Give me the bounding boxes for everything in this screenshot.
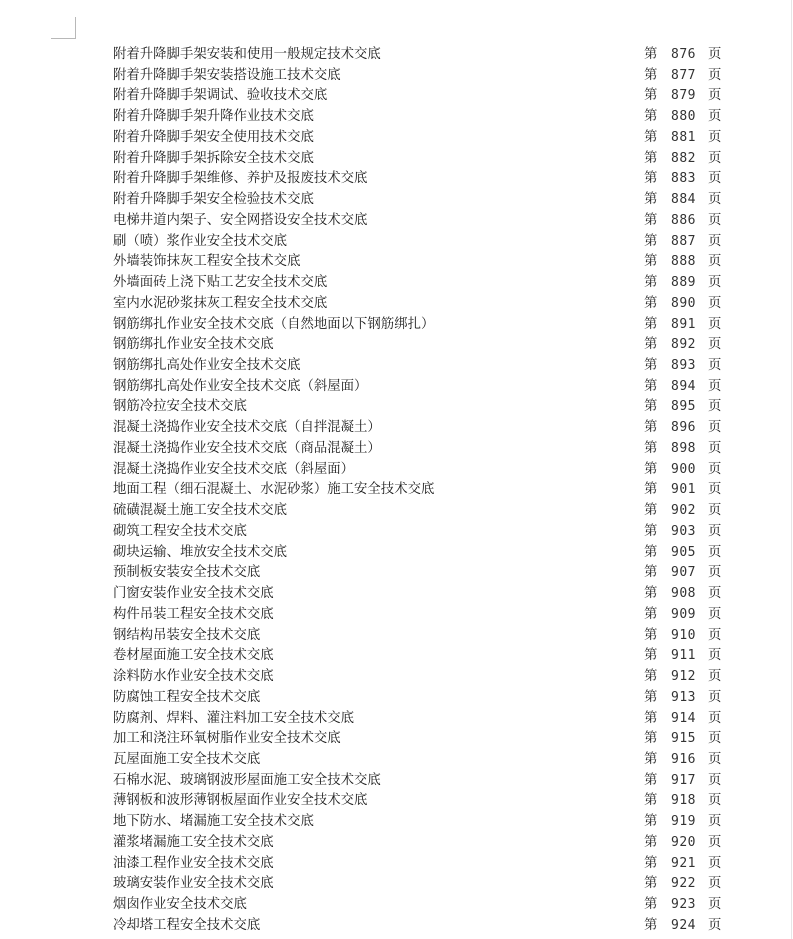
page-suffix-label: 页 [708,586,722,602]
toc-entry[interactable] [0,169,793,190]
page-number: 910 [671,627,696,643]
page-prefix-label: 第 [644,793,658,809]
page-number: 916 [671,751,696,767]
toc-entry[interactable] [0,439,793,460]
toc-entry-title: 预制板安装安全技术交底 [113,565,261,581]
page-number: 923 [671,897,696,913]
page-prefix-label: 第 [644,876,658,892]
page-number: 882 [671,150,696,166]
page-suffix-label: 页 [708,606,722,622]
page-number: 907 [671,565,696,581]
page-prefix-label: 第 [644,627,658,643]
page-suffix-label: 页 [708,47,722,62]
toc-entry-title: 薄钢板和波形薄钢板屋面作业安全技术交底 [113,793,368,809]
toc-entry[interactable] [0,66,793,87]
page-number: 894 [671,378,696,394]
page-number: 914 [671,710,696,726]
toc-entry[interactable] [0,460,793,481]
page-number: 891 [671,316,696,332]
page-number: 883 [671,171,696,187]
toc-entry[interactable] [0,750,793,771]
page-prefix-label: 第 [644,751,658,767]
page-prefix-label: 第 [644,731,658,747]
page-prefix-label: 第 [644,523,658,539]
page-suffix-label: 页 [708,67,722,83]
page-number: 877 [671,67,696,83]
toc-entry-title: 灌浆堵漏施工安全技术交底 [113,834,274,850]
page-suffix-label: 页 [708,171,722,187]
page-prefix-label: 第 [644,316,658,332]
toc-entry[interactable] [0,232,793,253]
page-number: 900 [671,461,696,477]
table-of-contents [0,45,793,937]
page-number: 921 [671,855,696,871]
page-number: 915 [671,731,696,747]
page-number: 917 [671,772,696,788]
toc-entry-title: 钢结构吊装安全技术交底 [113,627,261,643]
toc-entry-title: 构件吊装工程安全技术交底 [113,606,274,622]
page-number: 912 [671,669,696,685]
page-number: 884 [671,192,696,208]
page-prefix-label: 第 [644,544,658,560]
toc-entry-title: 钢筋冷拉安全技术交底 [113,399,247,415]
toc-entry-title: 钢筋绑扎高处作业安全技术交底 [113,358,301,374]
page-suffix-label: 页 [708,793,722,809]
toc-entry[interactable] [0,356,793,377]
page-prefix-label: 第 [644,67,658,83]
page-prefix-label: 第 [644,710,658,726]
page-prefix-label: 第 [644,88,658,104]
page-suffix-label: 页 [708,503,722,519]
toc-entry[interactable] [0,688,793,709]
page-prefix-label: 第 [644,482,658,498]
page-number: 879 [671,88,696,104]
toc-entry-title: 油漆工程作业安全技术交底 [113,855,274,871]
page-number: 909 [671,606,696,622]
page-number: 876 [671,47,696,62]
page-prefix-label: 第 [644,917,658,933]
toc-entry-title: 砌块运输、堆放安全技术交底 [113,544,288,560]
toc-entry[interactable] [0,252,793,273]
toc-entry-title: 玻璃安装作业安全技术交底 [113,876,274,892]
page-prefix-label: 第 [644,440,658,456]
page-number: 880 [671,109,696,125]
toc-entry[interactable] [0,501,793,522]
toc-entry-title: 烟囱作业安全技术交底 [113,897,247,913]
toc-entry-title: 混凝土浇捣作业安全技术交底（自拌混凝土） [113,420,381,436]
page-suffix-label: 页 [708,192,722,208]
toc-entry-title: 附着升降脚手架维修、养护及报废技术交底 [113,171,368,187]
toc-entry-title: 钢筋绑扎高处作业安全技术交底（斜屋面） [113,378,368,394]
page-suffix-label: 页 [708,109,722,125]
page-suffix-label: 页 [708,751,722,767]
page-suffix-label: 页 [708,316,722,332]
page-number: 890 [671,295,696,311]
toc-entry[interactable] [0,854,793,875]
page-prefix-label: 第 [644,295,658,311]
page-suffix-label: 页 [708,544,722,560]
toc-entry-title: 防腐剂、焊料、灌注料加工安全技术交底 [113,710,355,726]
page-number: 886 [671,212,696,228]
toc-entry[interactable] [0,667,793,688]
page-prefix-label: 第 [644,897,658,913]
page-suffix-label: 页 [708,710,722,726]
toc-entry-title: 地下防水、堵漏施工安全技术交底 [113,814,314,830]
page-number: 901 [671,482,696,498]
toc-entry[interactable] [0,397,793,418]
toc-entry-title: 瓦屋面施工安全技术交底 [113,751,261,767]
page-suffix-label: 页 [708,399,722,415]
page-suffix-label: 页 [708,254,722,270]
page-number: 881 [671,129,696,145]
toc-entry[interactable] [0,646,793,667]
toc-entry[interactable] [0,86,793,107]
page-number: 905 [671,544,696,560]
toc-entry-title: 附着升降脚手架升降作业技术交底 [113,109,314,125]
page-suffix-label: 页 [708,420,722,436]
page-suffix-label: 页 [708,897,722,913]
page-prefix-label: 第 [644,565,658,581]
page-prefix-label: 第 [644,606,658,622]
page-suffix-label: 页 [708,129,722,145]
page-prefix-label: 第 [644,129,658,145]
page-number: 918 [671,793,696,809]
page-prefix-label: 第 [644,47,658,62]
page-prefix-label: 第 [644,648,658,664]
page-suffix-label: 页 [708,461,722,477]
page-suffix-label: 页 [708,648,722,664]
toc-entry-title: 刷（喷）浆作业安全技术交底 [113,233,288,249]
page-suffix-label: 页 [708,378,722,394]
page-prefix-label: 第 [644,834,658,850]
toc-entry[interactable] [0,729,793,750]
page-prefix-label: 第 [644,420,658,436]
toc-entry-title: 混凝土浇捣作业安全技术交底（斜屋面） [113,461,355,477]
toc-entry-title: 地面工程（细石混凝土、水泥砂浆）施工安全技术交底 [113,482,435,498]
page-number: 922 [671,876,696,892]
toc-entry[interactable] [0,418,793,439]
toc-entry-title: 附着升降脚手架调试、验收技术交底 [113,88,328,104]
page-suffix-label: 页 [708,523,722,539]
page-suffix-label: 页 [708,212,722,228]
toc-entry-title: 混凝土浇捣作业安全技术交底（商品混凝土） [113,440,381,456]
page-prefix-label: 第 [644,399,658,415]
toc-entry[interactable] [0,771,793,792]
toc-entry-title: 附着升降脚手架安全检验技术交底 [113,192,314,208]
toc-entry[interactable] [0,107,793,128]
toc-entry[interactable] [0,128,793,149]
page-number: 913 [671,689,696,705]
page-suffix-label: 页 [708,233,722,249]
toc-entry-title: 钢筋绑扎作业安全技术交底（自然地面以下钢筋绑扎） [113,316,435,332]
page-corner-mark [51,17,76,39]
toc-entry-title: 硫磺混凝土施工安全技术交底 [113,503,288,519]
toc-entry-title: 加工和浇注环氧树脂作业安全技术交底 [113,731,341,747]
toc-entry[interactable] [0,211,793,232]
page-prefix-label: 第 [644,233,658,249]
page-suffix-label: 页 [708,565,722,581]
page-suffix-label: 页 [708,88,722,104]
page-prefix-label: 第 [644,109,658,125]
page-prefix-label: 第 [644,254,658,270]
page-suffix-label: 页 [708,855,722,871]
page-number: 919 [671,814,696,830]
page-number: 892 [671,337,696,353]
page-prefix-label: 第 [644,378,658,394]
page-prefix-label: 第 [644,689,658,705]
page-prefix-label: 第 [644,150,658,166]
page-number: 893 [671,358,696,374]
toc-entry[interactable] [0,833,793,854]
page-number: 896 [671,420,696,436]
page-prefix-label: 第 [644,503,658,519]
page-number: 902 [671,503,696,519]
page-number: 898 [671,440,696,456]
toc-entry[interactable] [0,45,793,66]
toc-entry-title: 冷却塔工程安全技术交底 [113,917,261,933]
page-suffix-label: 页 [708,150,722,166]
toc-entry[interactable] [0,895,793,916]
toc-entry[interactable] [0,149,793,170]
page-suffix-label: 页 [708,834,722,850]
page-prefix-label: 第 [644,358,658,374]
toc-entry[interactable] [0,916,793,937]
page-number: 903 [671,523,696,539]
page-suffix-label: 页 [708,772,722,788]
page-prefix-label: 第 [644,461,658,477]
toc-entry[interactable] [0,563,793,584]
page-prefix-label: 第 [644,212,658,228]
toc-entry[interactable] [0,874,793,895]
toc-entry[interactable] [0,294,793,315]
page-prefix-label: 第 [644,772,658,788]
page-prefix-label: 第 [644,855,658,871]
toc-entry[interactable] [0,335,793,356]
toc-entry-title: 涂料防水作业安全技术交底 [113,669,274,685]
toc-entry[interactable] [0,522,793,543]
page-prefix-label: 第 [644,814,658,830]
toc-entry-title: 附着升降脚手架安装搭设施工技术交底 [113,67,341,83]
toc-entry[interactable] [0,480,793,501]
toc-entry[interactable] [0,791,793,812]
page-prefix-label: 第 [644,192,658,208]
toc-entry-title: 附着升降脚手架安装和使用一般规定技术交底 [113,47,381,62]
toc-entry[interactable] [0,605,793,626]
page-prefix-label: 第 [644,171,658,187]
toc-entry-title: 外墙装饰抹灰工程安全技术交底 [113,254,301,270]
toc-entry-title: 门窗安装作业安全技术交底 [113,586,274,602]
page-number: 888 [671,254,696,270]
page-suffix-label: 页 [708,689,722,705]
page-suffix-label: 页 [708,669,722,685]
page-number: 887 [671,233,696,249]
toc-entry-title: 砌筑工程安全技术交底 [113,523,247,539]
toc-entry[interactable] [0,190,793,211]
page-number: 895 [671,399,696,415]
page-prefix-label: 第 [644,337,658,353]
page-suffix-label: 页 [708,482,722,498]
page-suffix-label: 页 [708,876,722,892]
toc-entry[interactable] [0,812,793,833]
page-suffix-label: 页 [708,627,722,643]
toc-entry-title: 防腐蚀工程安全技术交底 [113,689,261,705]
toc-entry[interactable] [0,543,793,564]
toc-entry[interactable] [0,315,793,336]
toc-entry[interactable] [0,273,793,294]
page-suffix-label: 页 [708,337,722,353]
toc-entry[interactable] [0,626,793,647]
page-suffix-label: 页 [708,731,722,747]
page-prefix-label: 第 [644,669,658,685]
page-suffix-label: 页 [708,358,722,374]
page-number: 908 [671,586,696,602]
toc-entry[interactable] [0,709,793,730]
toc-entry-title: 卷材屋面施工安全技术交底 [113,648,274,664]
page-suffix-label: 页 [708,275,722,291]
page-number: 911 [671,648,696,664]
toc-entry-title: 钢筋绑扎作业安全技术交底 [113,337,274,353]
page-suffix-label: 页 [708,295,722,311]
toc-entry-title: 外墙面砖上浇下贴工艺安全技术交底 [113,275,328,291]
toc-entry-title: 电梯井道内架子、安全网搭设安全技术交底 [113,212,368,228]
page-prefix-label: 第 [644,586,658,602]
page-number: 924 [671,917,696,933]
toc-entry-title: 附着升降脚手架安全使用技术交底 [113,129,314,145]
toc-entry-title: 附着升降脚手架拆除安全技术交底 [113,150,314,166]
page-suffix-label: 页 [708,814,722,830]
page-suffix-label: 页 [708,917,722,933]
toc-entry[interactable] [0,584,793,605]
page-number: 920 [671,834,696,850]
toc-entry[interactable] [0,377,793,398]
page-suffix-label: 页 [708,440,722,456]
toc-entry-title: 室内水泥砂浆抹灰工程安全技术交底 [113,295,328,311]
page-number: 889 [671,275,696,291]
page-prefix-label: 第 [644,275,658,291]
toc-entry-title: 石棉水泥、玻璃钢波形屋面施工安全技术交底 [113,772,381,788]
